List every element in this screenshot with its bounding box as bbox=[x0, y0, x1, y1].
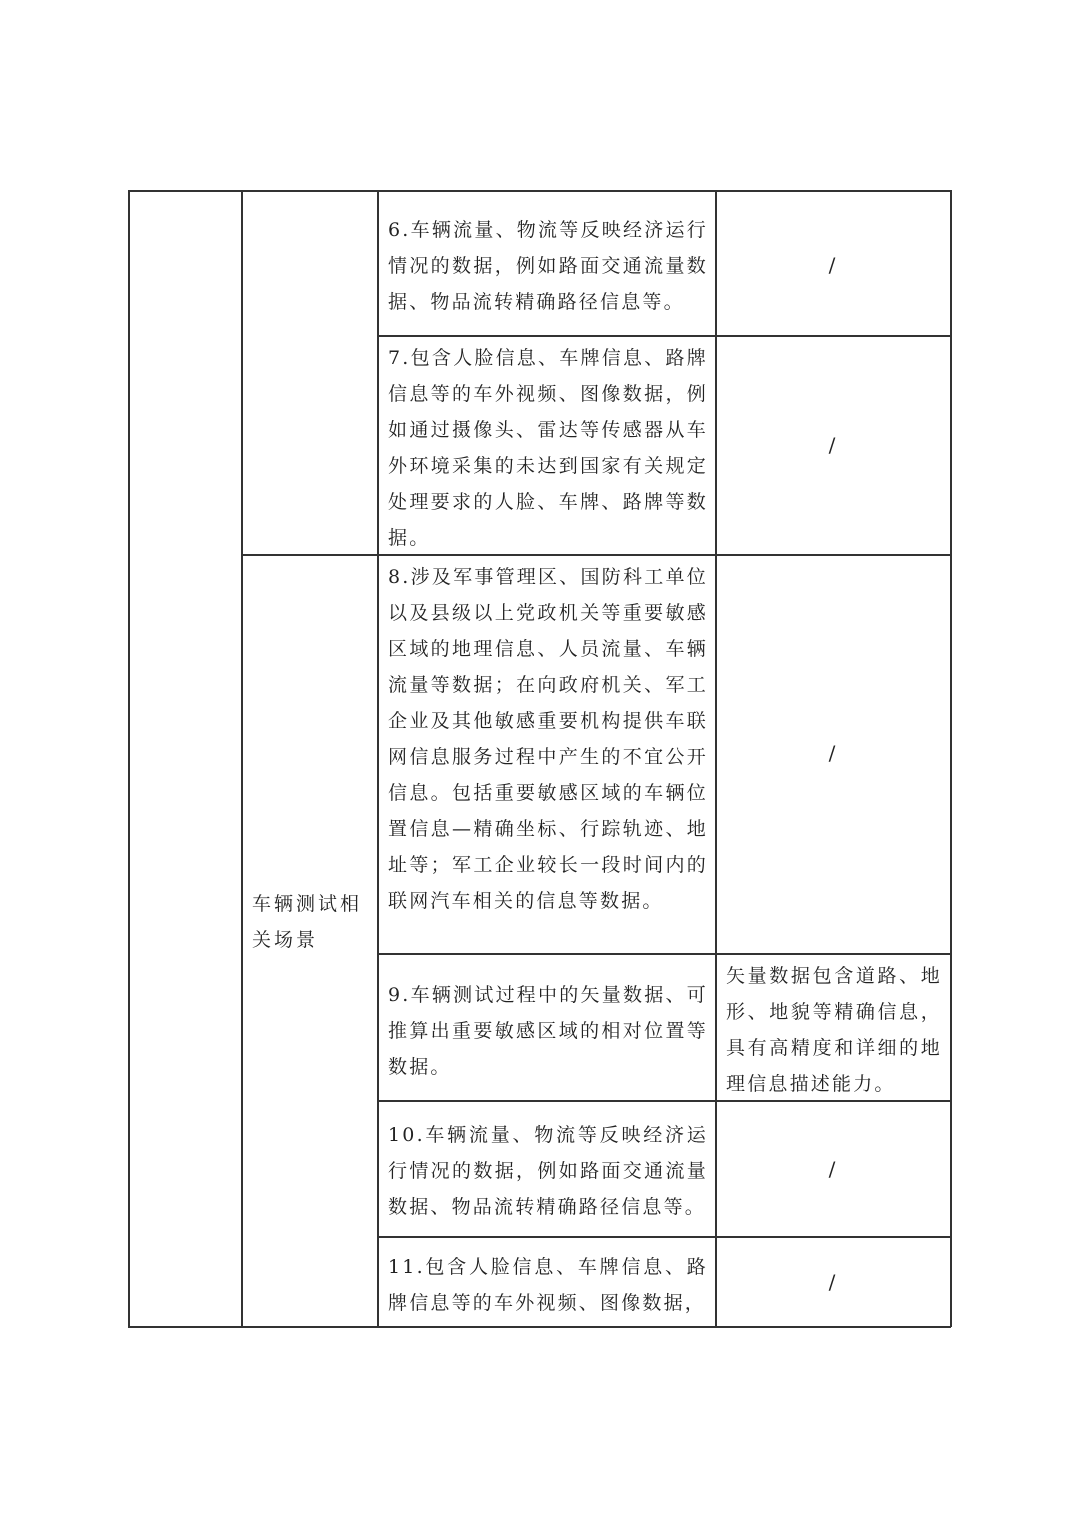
row-content: 10.车辆流量、物流等反映经济运行情况的数据，例如路面交通流量数据、物品流转精确路径信息等。 bbox=[388, 1124, 708, 1218]
table-border-right bbox=[950, 190, 952, 1327]
row-content: 9.车辆测试过程中的矢量数据、可推算出重要敏感区域的相对位置等数据。 bbox=[388, 984, 708, 1078]
row-content: 7.包含人脸信息、车牌信息、路牌信息等的车外视频、图像数据，例如通过摄像头、雷达等传感器从车外环境采集的未达到国家有关规定处理要求的人脸、车牌、路牌等数据。 bbox=[388, 347, 708, 549]
row-content: 11.包含人脸信息、车牌信息、路牌信息等的车外视频、图像数据， bbox=[388, 1256, 708, 1314]
row-note: / bbox=[828, 741, 836, 765]
row-divider bbox=[377, 953, 951, 955]
row-content: 8.涉及军事管理区、国防科工单位以及县级以上党政机关等重要敏感区域的地理信息、人员流量、车辆流量等数据；在向政府机关、军工企业及其他敏感重要机构提供车联网信息服务过程中产生的不宜公开信息。包括重要敏感区域的车辆位置信息—精确坐标、行踪轨迹、地址等；军工企业较长一段时间内的联网汽车相关的信息等数据。 bbox=[388, 566, 708, 912]
row-note: / bbox=[828, 1270, 836, 1294]
table-divider bbox=[715, 190, 717, 1327]
scenario-label: 车辆测试相关场景 bbox=[252, 893, 363, 951]
table-border-top bbox=[128, 190, 951, 192]
row-note: / bbox=[828, 433, 836, 457]
row-note: 矢量数据包含道路、地形、地貌等精确信息，具有高精度和详细的地理信息描述能力。 bbox=[726, 965, 942, 1095]
table-divider bbox=[377, 190, 379, 1327]
row-note: / bbox=[828, 1157, 836, 1181]
table-border-left bbox=[128, 190, 130, 1327]
row-divider bbox=[377, 335, 951, 337]
row-content: 6.车辆流量、物流等反映经济运行情况的数据，例如路面交通流量数据、物品流转精确路径信息等。 bbox=[388, 219, 708, 313]
table-divider bbox=[241, 190, 243, 1327]
table-border-bottom bbox=[128, 1326, 951, 1328]
row-note: / bbox=[828, 253, 836, 277]
row-divider bbox=[377, 1236, 951, 1238]
